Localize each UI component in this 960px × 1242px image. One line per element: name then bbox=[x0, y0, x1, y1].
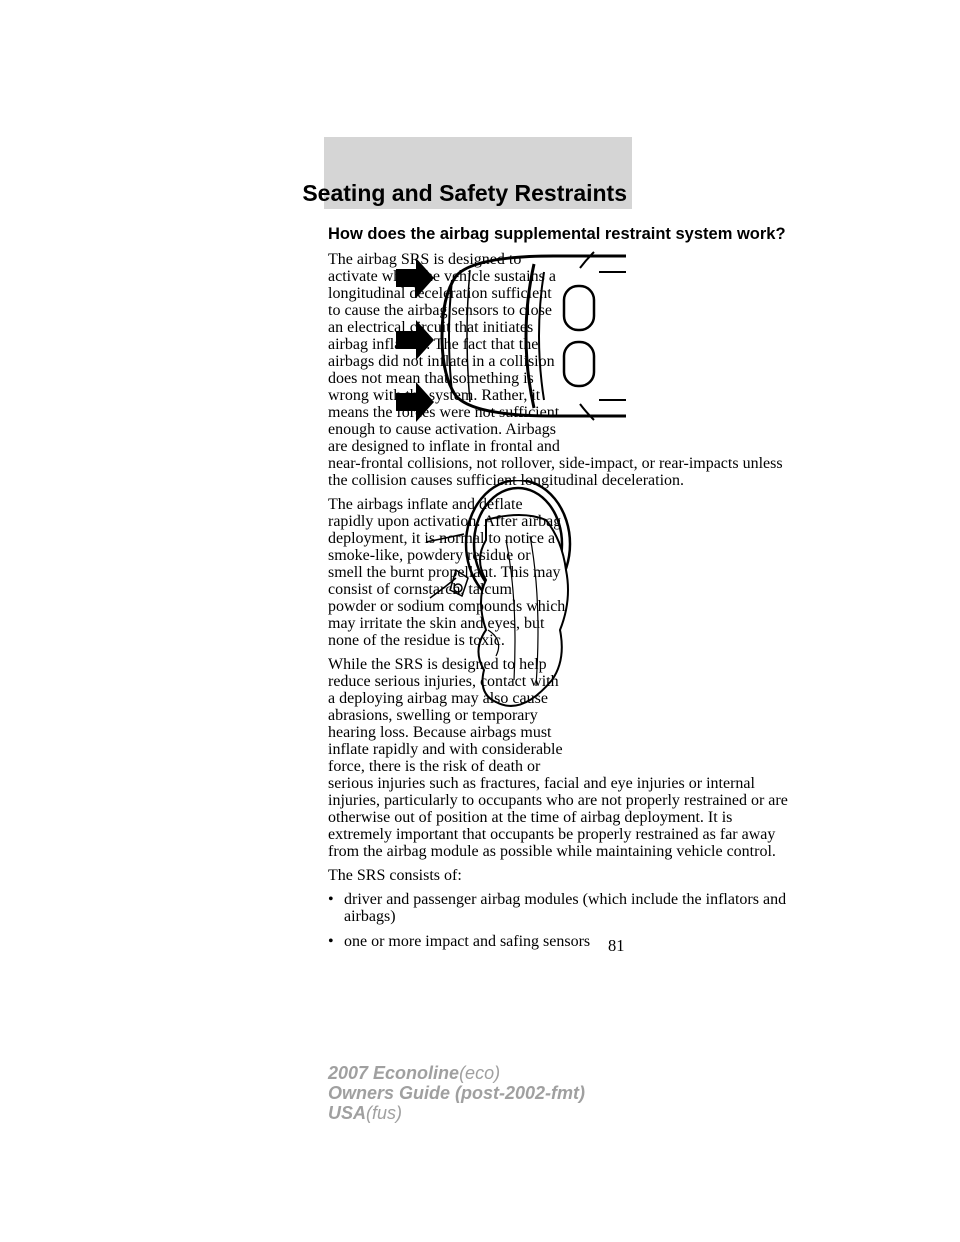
text-line: powder or sodium compounds which bbox=[328, 598, 566, 615]
text-line: are designed to inflate in frontal and bbox=[328, 438, 560, 455]
page-content bbox=[328, 224, 788, 958]
text-line: a deploying airbag may also cause bbox=[328, 690, 548, 707]
text-line: hearing loss. Because airbags must bbox=[328, 724, 552, 741]
text-line: force, there is the risk of death or bbox=[328, 758, 541, 775]
section-heading: How does the airbag supplemental restraint system work? bbox=[328, 225, 786, 243]
text-line: airbag inflation. The fact that the bbox=[328, 336, 539, 353]
srs-intro: The SRS consists of: bbox=[328, 867, 462, 884]
text-line: none of the residue is toxic. bbox=[328, 632, 505, 649]
text-line: While the SRS is designed to help bbox=[328, 656, 547, 673]
text-line: to cause the airbag sensors to close bbox=[328, 302, 552, 319]
bullet-icon: • bbox=[328, 933, 334, 950]
footer-model-code: (eco) bbox=[459, 1063, 501, 1083]
paragraph-inflation-residue bbox=[328, 496, 584, 649]
text-line: deployment, it is normal to notice a bbox=[328, 530, 556, 547]
text-line: rapidly upon activation. After airbag bbox=[328, 513, 562, 530]
text-line: consist of cornstarch, talcum bbox=[328, 581, 512, 598]
text-line: inflate rapidly and with considerable bbox=[328, 741, 563, 758]
text-line: The airbags inflate and deflate bbox=[328, 496, 523, 513]
text-line: may irritate the skin and eyes, but bbox=[328, 615, 545, 632]
text-line: longitudinal deceleration sufficient bbox=[328, 285, 552, 302]
srs-components-list bbox=[328, 891, 787, 950]
footer-guide: Owners Guide (post-2002-fmt) bbox=[328, 1083, 586, 1103]
paragraph-airbag-activation bbox=[328, 251, 783, 489]
text-line: airbags did not inflate in a collision bbox=[328, 353, 555, 370]
text-line: airbags) bbox=[344, 908, 396, 925]
footer-market: USA bbox=[328, 1103, 367, 1123]
text-line: the collision causes sufficient longitudinal deceleration. bbox=[328, 472, 685, 489]
footer bbox=[328, 1063, 585, 1123]
text-line: does not mean that something is bbox=[328, 370, 534, 387]
text-line: driver and passenger airbag modules (which include the inflators and bbox=[344, 891, 787, 908]
page-number: 81 bbox=[608, 936, 625, 955]
text-line: otherwise out of position at the time of airbag deployment. It is bbox=[328, 809, 733, 826]
text-line: smoke-like, powdery residue or bbox=[328, 547, 531, 564]
text-line: The airbag SRS is designed to bbox=[328, 251, 522, 268]
text-line: injuries, particularly to occupants who are not properly restrained or are bbox=[328, 792, 788, 809]
list-item bbox=[328, 891, 787, 925]
footer-model: 2007 Econoline bbox=[328, 1063, 460, 1083]
text-line: activate when the vehicle sustains a bbox=[328, 268, 556, 285]
text-line: means the forces were not sufficient bbox=[328, 404, 560, 421]
list-item bbox=[328, 933, 632, 950]
section-title: Seating and Safety Restraints bbox=[302, 180, 627, 206]
footer-market-code: (fus) bbox=[366, 1103, 403, 1123]
text-line: an electrical circuit that initiates bbox=[328, 319, 534, 336]
paragraph-injury-risk bbox=[328, 656, 788, 860]
text-line: wrong with the system. Rather, it bbox=[328, 387, 541, 404]
text-line: near-frontal collisions, not rollover, side-impact, or rear-impacts unless bbox=[328, 455, 783, 472]
text-line: from the airbag module as possible while maintaining vehicle control. bbox=[328, 843, 776, 860]
text-line: smell the burnt propellant. This may bbox=[328, 564, 561, 581]
text-line: reduce serious injuries, contact with bbox=[328, 673, 559, 690]
text-line: enough to cause activation. Airbags bbox=[328, 421, 556, 438]
bullet-icon: • bbox=[328, 891, 334, 908]
text-line: abrasions, swelling or temporary bbox=[328, 707, 538, 724]
text-line: one or more impact and safing sensors bbox=[344, 933, 591, 950]
text-line: serious injuries such as fractures, facial and eye injuries or internal bbox=[328, 775, 755, 792]
text-line: extremely important that occupants be properly restrained as far away bbox=[328, 826, 776, 843]
